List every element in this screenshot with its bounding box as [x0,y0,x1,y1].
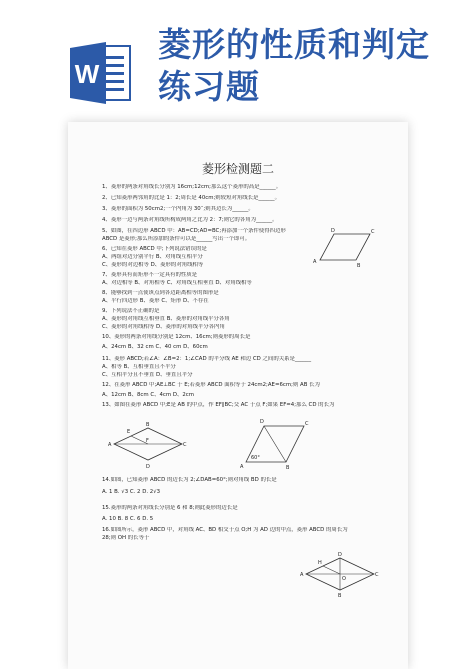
figure-label: H [318,560,322,566]
figure-label: C [375,572,379,578]
figure-label: F [146,438,149,444]
question-line: 11、菱形 ABCD;若∠A：∠B=2：1;∠CAD 的平分线 AE 和边 CD 之间的关系是______ [102,356,312,362]
figure-label: B [286,465,290,471]
option-line: C、互相平分且不垂直 D、垂直且平分 [102,372,193,378]
figure-label: B [146,422,150,428]
option-line: A、平行四边形 B、菱形 C、矩形 D、不存在 [102,298,209,304]
option-line: A. 10 B. 8 C. 6 D. 5 [102,516,154,522]
rhombus-figure-q5 [310,226,380,270]
option-line: C、菱形的对角线相等 D、菱形的对角线平分各内角 [102,324,225,330]
question-line: 13、如图在菱形 ABCD 中;E是 AB 的中点，作 EF∥BC;交 AC 于点 F;如果 EF=4;那么 CD 的长为 [102,402,335,408]
question-line: 4、菱形一边与两条对角线所构成两角之比为 2：7;则它的各角为______。 [102,217,278,223]
figure-label: D [146,464,150,470]
question-line: 14.如图，已知菱形 ABCD 的边长为 2;∠DAB=60°;则对角线 BD 的长是 [102,477,277,483]
rhombus-figure-q16 [300,552,380,598]
question-line: 10、菱形的两条对角线分别是 12cm、16cm;则菱形的周长是 [102,334,251,340]
figure-label: A [108,442,112,448]
figure-label: C [371,229,375,235]
option-line: A、菱形的对角线互相垂直 B、菱形的对角线平分各角 [102,316,230,322]
question-line: 8、能够找到一点使该点到各边距离相等的图形是 [102,290,219,296]
document-title: 菱形检测题二 [201,162,274,176]
page-title [158,24,468,108]
figure-label: D [338,552,342,558]
option-line: A、24cm B、32 cm C、40 cm D、60cm [102,344,208,350]
question-line: 5、如图，在四边形 ABCD 中：AB=CD;AD=BC;再添加一个条件使得四边形 [102,228,286,234]
option-line: A. 1 B. √3 C. 2 D. 2√3 [102,489,161,495]
document-preview [68,122,408,669]
figure-label: 60° [251,455,260,461]
rhombus-figure-q13 [108,418,188,470]
figure-label: B [357,263,361,269]
figure-label: D [331,228,335,234]
question-line: 7、菱形具有而矩形不一定具有的性质是 [102,272,198,278]
question-line: 6、已知在菱形 ABCD 中;下列说法错误的是 [102,246,207,252]
banner [0,0,474,126]
question-line: 1、菱形的两条对角线长分别为 16cm;12cm;那么这个菱形的高是______。 [102,184,282,190]
page-title-line-2: 练习题 [158,67,260,106]
figure-label: A [313,259,317,265]
question-line: 2、已知菱形两邻角的比是 1：2;周长是 40cm;则较短对角线长是______。 [102,195,280,201]
question-line: ABCD 是菱形;那么所添加的条件可以是______写出一个即可。 [102,236,251,242]
question-line: 3、菱形的面积为 50cm2;一个内角为 30˚;则其边长为______。 [102,206,254,212]
question-line: 16.如图所示，菱形 ABCD 中，对角线 AC、BD 相交于点 O;H 为 AD 边的中点，菱形 ABCD 的周长为 [102,527,348,533]
question-line: 9、下列说法不正确的是 [102,308,160,314]
rhombus-shape [320,234,370,260]
figure-label: C [305,421,309,427]
word-logo-icon [70,40,132,106]
option-line: A、两组对边分别平行 B、对角线互相平分 [102,254,203,260]
question-line: 15.菱形的两条对角线长分别是 6 和 8;则此菱形的边长是 [102,505,238,511]
page-title-line-1: 菱形的性质和判定 [158,25,430,64]
question-line: 12、在菱形 ABCD 中;AE⊥BC 于 E;若菱形 ABCD 面积等于 24cm2;AE=6cm;则 AB 长为 [102,382,320,388]
figure-label: E [127,429,131,435]
figure-label: C [183,442,187,448]
rhombus-figure-q14 [238,414,318,472]
option-line: A、相等 B、互相垂直且不平分 [102,364,176,370]
figure-label: A [300,572,304,578]
figure-label: B [338,593,342,599]
figure-label: A [240,464,244,470]
figure-label: O [342,576,346,582]
option-line: A、对边相等 B、对角相等 C、对角线互相垂直 D、对角线相等 [102,280,252,286]
option-line: A、12cm B、8cm C、4cm D、2cm [102,392,195,398]
logo-letter: W [74,59,100,89]
option-line: C、菱形的对边相等 D、菱形的对角线相等 [102,262,204,268]
figure-label: D [260,419,264,425]
question-line: 28;则 OH 的长等于 [102,535,150,541]
